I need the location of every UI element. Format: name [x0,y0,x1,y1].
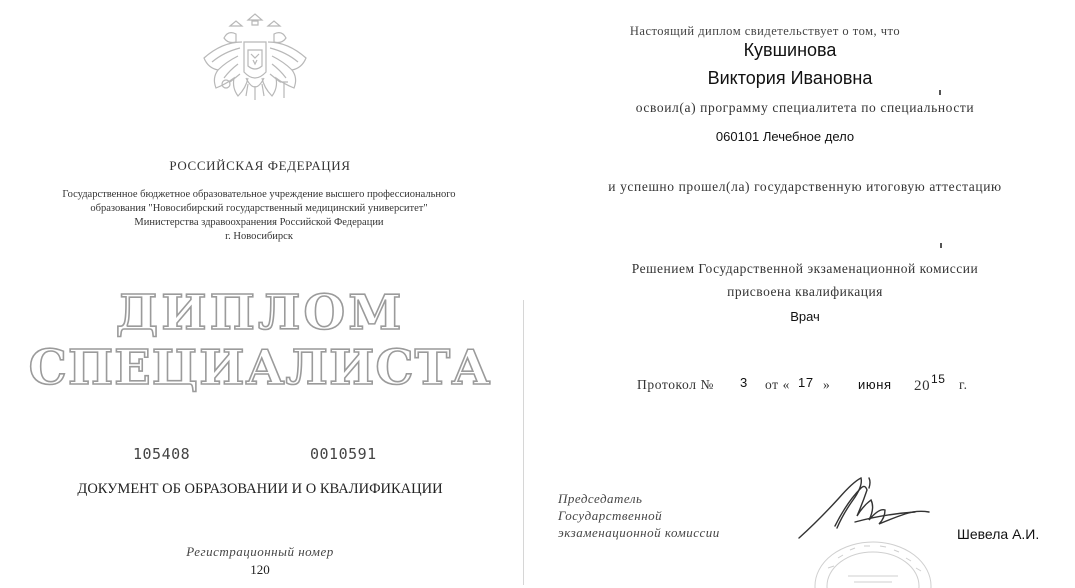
protocol-day: 17 [798,375,814,390]
page-fold [523,300,524,585]
specialty: 060101 Лечебное дело [715,129,855,144]
protocol-year-mark: г. [959,377,968,392]
signature-icon [795,472,945,544]
protocol-quote-close: » [823,377,831,392]
qualification: Врач [790,309,820,324]
attestation-text: и успешно прошел(ла) государственную итоговую аттестацию [608,179,1002,194]
document-type: ДОКУМЕНТ ОБ ОБРАЗОВАНИИ И О КВАЛИФИКАЦИИ [77,481,443,497]
registration-label: Регистрационный номер [186,544,334,559]
protocol-year-suffix: 15 [931,372,946,386]
scan-mark [940,243,942,248]
protocol-year-prefix: 20 [914,378,931,394]
program-text: освоил(а) программу специалитета по специальности [635,100,975,115]
diploma-series: 105408 [133,445,191,463]
diploma-number: 0010591 [310,445,377,463]
institution-line: Министерства здравоохранения Российской Федерации [134,217,384,228]
country-name: РОССИЙСКАЯ ФЕДЕРАЦИЯ [169,158,351,173]
qualification-assigned-text: присвоена квалификация [727,284,883,299]
diploma-title-line-1: ДИПЛОМ [115,285,405,341]
scan-mark [939,90,941,95]
chairman-label: Председатель [558,491,643,506]
institution-line: Государственное бюджетное образовательное учреждение высшего профессионального [62,189,456,200]
chairman-label: Государственной [558,508,663,523]
institution-name [18,188,500,244]
certifies-text: Настоящий диплом свидетельствует о том, что [629,24,901,38]
registration-number: 120 [250,562,270,577]
chairman-label: экзаменационной комиссии [558,525,720,540]
commission-decision-text: Решением Государственной экзаменационной комиссии [631,261,979,276]
holder-given-names: Виктория Ивановна [707,68,873,88]
holder-surname: Кувшинова [743,40,837,60]
protocol-number: 3 [740,375,748,390]
diploma-title-line-2: СПЕЦИАЛИСТА [28,340,492,396]
institution-line: г. Новосибирск [225,231,293,242]
protocol-month: июня [858,377,892,392]
coat-of-arms-icon [196,12,314,134]
protocol-label: Протокол № [637,377,714,392]
chairman-name: Шевела А.И. [957,526,1040,542]
protocol-from-label: от « [765,377,790,392]
institution-line: образования "Новосибирский государственный медицинский университет" [90,203,428,214]
